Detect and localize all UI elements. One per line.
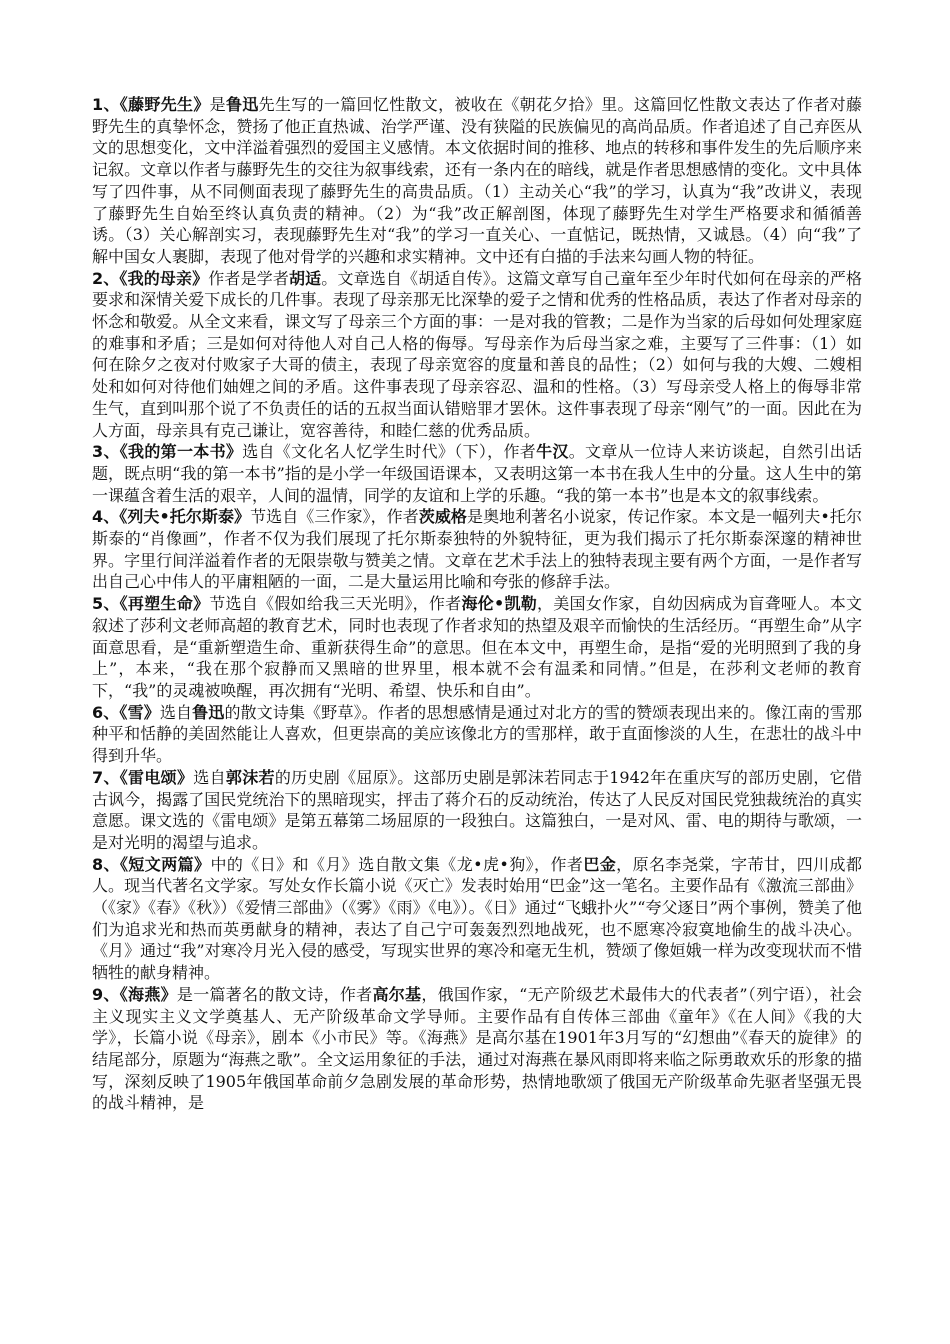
entry-intro: 选自: [193, 767, 226, 787]
entry-intro: 节选自《三作家》，作者: [250, 507, 419, 527]
entry-number: 4、: [92, 507, 120, 527]
entry-intro: 选自《文化名人忆学生时代》（下），作者: [242, 442, 537, 462]
entry-body: 的散文诗集《野草》。作者的思想感情是通过对北方的雪的赞颂表现出来的。像江南的雪那种平和恬静的美固然能让人喜欢，但更崇高的美应该像北方的雪那样，敢于直面惨淡的人生，在悲壮的战斗中得到升华。: [92, 702, 862, 766]
entry-intro: 中的《日》和《月》选自散文集《龙•虎•狗》，作者: [210, 854, 584, 874]
entry-number: 7、: [92, 767, 120, 787]
entry-4: [92, 506, 862, 593]
entry-7: [92, 767, 862, 854]
entry-author: 郭沫若: [225, 767, 275, 787]
entry-title: 《短文两篇》: [119, 854, 211, 874]
entry-number: 8、: [92, 854, 120, 874]
entry-body: 。文章选自《胡适自传》。这篇文章写自己童年至少年时代如何在母亲的严格要求和深情关爱下成长的几件事。表现了母亲那无比深挚的爱子之情和优秀的性格品质，表达了作者对母亲的怀念和敬爱。从全文来看，课文写了母亲三个方面的事：一是对我的管教；二是作为当家的后母如何处理家庭的难事和矛盾；三是如何对待他人对自己人格的侮辱。写母亲作为后母当家之难，主要写了三件事：（1）如何在除夕之夜对付败家子大哥的债主，表现了母亲宽容的度量和善良的品性；（2）如何与我的大嫂、二嫂相处和如何对待他们妯娌之间的矛盾。这件事表现了母亲容忍、温和的性格。（3）写母亲受人格上的侮辱非常生气，直到叫那个说了不负责任的话的五叔当面认错赔罪才罢休。这件事表现了母亲“刚气”的一面。因此在为人方面，母亲具有克己谦让，宽容善待，和睦仁慈的优秀品质。: [92, 268, 862, 440]
document-page: [92, 94, 862, 1114]
entry-3: [92, 441, 862, 506]
entry-title: 《我的母亲》: [119, 268, 209, 288]
entry-body: ，美国女作家，自幼因病成为盲聋哑人。本文叙述了莎利文老师高超的教育艺术，同时也表现了作者求知的热望及艰辛而愉快的生活经历。“再塑生命”从字面意思看，是“重新塑造生命、重新获得生命”的意思。但在本文中，再塑生命，是指“爱的光明照到了我的身上”，本来，“我在那个寂静而又黑暗的世界里，根本就不会有温柔和同情。”但是，在莎利文老师的教育下，“我”的灵魂被唤醒，再次拥有“光明、希望、快乐和自由”。: [92, 594, 862, 700]
entry-intro: 是: [209, 95, 226, 114]
entry-author: 鲁迅: [192, 702, 225, 722]
entry-1: [92, 94, 862, 268]
entry-number: 9、: [92, 984, 120, 1004]
entry-author: 茨威格: [418, 507, 467, 527]
entry-number: 6、: [92, 702, 120, 722]
entry-number: 1、: [92, 95, 120, 114]
entry-intro: 作者是学者: [208, 268, 289, 288]
entry-title: 《藤野先生》: [119, 95, 210, 114]
entry-author: 鲁迅: [225, 95, 259, 114]
entry-body: 先生写的一篇回忆性散文，被收在《朝花夕拾》里。这篇回忆性散文表达了作者对藤野先生的真挚怀念，赞扬了他正直热诚、治学严谨、没有狭隘的民族偏见的高尚品质。作者追述了自己弃医从文的思想变化，文中洋溢着强烈的爱国主义感情。本文依据时间的推移、地点的转移和事件发生的先后顺序来记叙。文章以作者与藤野先生的交往为叙事线索，还有一条内在的暗线，就是作者思想感情的变化。文中具体写了四件事，从不同侧面表现了藤野先生的高贵品质。（1）主动关心“我”的学习，认真为“我”改讲义，表现了藤野先生自始至终认真负责的精神。（2）为“我”改正解剖图，体现了藤野先生对学生严格要求和循循善诱。（3）关心解剖实习，表现藤野先生对“我”的学习一直关心、一直惦记，既热情，又诚恳。（4）向“我”了解中国女人裹脚，表现了他对骨学的兴趣和求实精神。文中还有白描的手法来勾画人物的特征。: [92, 95, 862, 266]
entry-intro: 选自: [159, 702, 193, 722]
entry-2: [92, 268, 862, 442]
entry-title: 《雪》: [119, 702, 160, 722]
entry-intro: 是一篇著名的散文诗，作者: [176, 984, 373, 1004]
entry-number: 5、: [92, 594, 120, 614]
entry-body: ，俄国作家，“无产阶级艺术最伟大的代表者”（列宁语），社会主义现实主义文学奠基人、无产阶级革命文学导师。主要作品有自传体三部曲《童年》《在人间》《我的大学》，长篇小说《母亲》，剧本《小市民》等。《海燕》是高尔基在1901年3月写的“幻想曲”《春天的旋律》的结尾部分，原题为“海燕之歌”。全文运用象征的手法，通过对海燕在暴风雨即将来临之际勇敢欢乐的形象的描写，深刻反映了1905年俄国革命前夕急剧发展的革命形势，热情地歌颂了俄国无产阶级革命先驱者坚强无畏的战斗精神，是: [92, 984, 862, 1113]
entry-author: 高尔基: [372, 984, 422, 1004]
entry-9: [92, 984, 862, 1114]
entry-body: 的历史剧《屈原》。这部历史剧是郭沫若同志于1942年在重庆写的部历史剧，它借古讽今，揭露了国民党统治下的黑暗现实，抨击了蒋介石的反动统治，传达了人民反对国民党独裁统治的真实意愿。课文选的《雷电颂》是第五幕第二场屈原的一段独白。这篇独白，一是对风、雷、电的期待与歌颂，一是对光明的渴望与追求。: [92, 767, 862, 852]
entry-title: 《雷电颂》: [119, 767, 194, 787]
entry-title: 《列夫•托尔斯泰》: [119, 507, 251, 527]
entry-body: 是奥地利著名小说家，传记作家。本文是一幅列夫•托尔斯泰的“肖像画”，作者不仅为我们展现了托尔斯泰独特的外貌特征，更为我们揭示了托尔斯泰深邃的精神世界。字里行间洋溢着作者的无限崇敬与赞美之情。文章在艺术手法上的独特表现主要有两个方面，一是作者写出自己心中伟人的平庸粗陋的一面，二是大量运用比喻和夸张的修辞手法。: [92, 507, 862, 592]
entry-intro: 节选自《假如给我三天光明》，作者: [209, 594, 462, 614]
entry-author: 胡适: [289, 268, 322, 288]
entry-author: 海伦•凯勒: [461, 594, 537, 614]
entry-body: ，原名李尧棠，字芾甘，四川成都人。现当代著名文学家。写处女作长篇小说《灭亡》发表时始用“巴金”这一笔名。主要作品有《激流三部曲》（《家》《春》《秋》）《爱情三部曲》（《雾》《雨》《电》）。《日》通过“飞蛾扑火”“夸父逐日”两个事例，赞美了他们为追求光和热而英勇献身的精神，表达了自己宁可轰轰烈烈地战死，也不愿寒冷寂寞地偷生的战斗决心。《月》通过“我”对寒冷月光入侵的感受，写现实世界的寒冷和毫无生机，赞颂了像姮娥一样为改变现状而不惜牺牲的献身精神。: [92, 854, 862, 983]
entry-body: 。文章从一位诗人来访谈起，自然引出话题，既点明“我的第一本书”指的是小学一年级国语课本，又表明这第一本书在我人生中的分量。这人生中的第一课蕴含着生活的艰辛，人间的温情，同学的友谊和上学的乐趣。“我的第一本书”也是本文的叙事线索。: [92, 442, 862, 505]
entry-title: 《再塑生命》: [119, 594, 210, 614]
entry-6: [92, 702, 862, 767]
entry-5: [92, 593, 862, 702]
entry-title: 《我的第一本书》: [119, 442, 243, 462]
entry-number: 3、: [92, 442, 120, 462]
entry-number: 2、: [92, 268, 120, 288]
entry-author: 巴金: [583, 854, 617, 874]
entry-title: 《海燕》: [119, 984, 177, 1004]
entry-8: [92, 854, 862, 984]
entry-author: 牛汉: [536, 442, 569, 462]
